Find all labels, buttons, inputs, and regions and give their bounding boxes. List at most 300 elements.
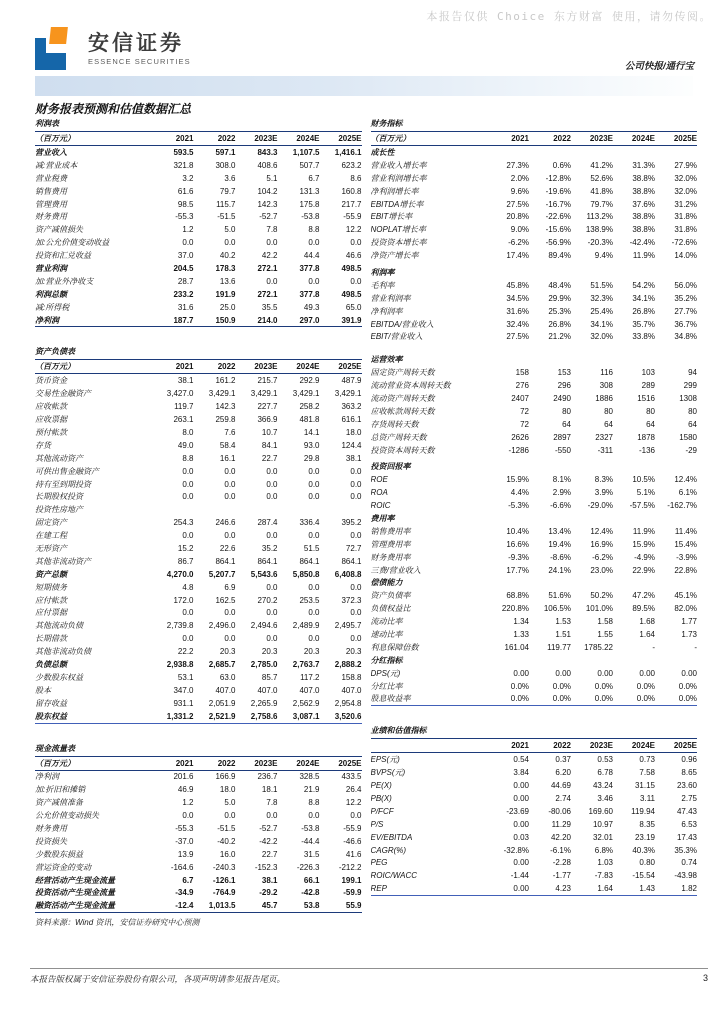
table-title: 现金流量表 [35, 742, 362, 757]
table-row [371, 805, 698, 818]
cell: -20.3% [587, 238, 613, 248]
cell: 0.80 [639, 858, 655, 868]
row-label: 在建工程 [35, 531, 67, 541]
cell: 51.5 [303, 543, 320, 553]
cell: 82.0% [674, 604, 697, 614]
cell: 51.6% [548, 591, 571, 601]
table-row [35, 645, 362, 658]
table-row [35, 288, 362, 301]
cell: 2,521.9 [208, 711, 236, 721]
cell: 864.1 [299, 556, 320, 566]
cell: 3.11 [640, 794, 655, 804]
row-label: REP [370, 884, 387, 894]
cell: -32.8% [503, 845, 529, 855]
cell: 227.7 [257, 402, 278, 412]
cell: -550 [554, 445, 571, 455]
cell: -15.54 [632, 871, 655, 881]
cell: 38.8% [632, 173, 655, 183]
cell: 0.0 [182, 634, 194, 644]
cell: 12.4% [674, 475, 697, 485]
table-row [371, 392, 698, 405]
row-label: 净资产增长率 [370, 251, 419, 261]
cell: 0.0 [308, 238, 320, 248]
cell: 0.0 [266, 531, 278, 541]
row-label: 应付票据 [35, 608, 67, 618]
table-row [35, 783, 362, 796]
row-label: 固定资产周转天数 [370, 368, 435, 378]
cell: 10.5% [632, 475, 655, 485]
unit-label: （百万元） [35, 362, 75, 372]
cell: 5,543.6 [250, 569, 278, 579]
row-label: DPS(元) [370, 668, 401, 678]
cell: 0.0 [182, 479, 194, 489]
page-number: 3 [702, 973, 708, 983]
cell: -56.9% [545, 238, 571, 248]
year-column-header: 2025E [673, 741, 697, 751]
cell: 7.6 [224, 427, 236, 437]
cell: -6.2% [592, 552, 613, 562]
cell: 6.1% [678, 488, 697, 498]
cell: 259.8 [215, 415, 236, 425]
cell: 119.7 [174, 402, 194, 412]
cash-flow-table [35, 742, 362, 914]
cell: 12.2 [345, 225, 362, 235]
cell: 142.3 [257, 199, 278, 209]
row-label: PB(X) [370, 794, 392, 804]
cell: 1.2 [182, 225, 194, 235]
cell: 0.0 [308, 492, 320, 502]
row-label: 减:营业成本 [35, 160, 78, 170]
cell: -42.4% [629, 238, 655, 248]
row-label: 持有至到期投资 [35, 479, 91, 489]
cell: 85.7 [261, 672, 278, 682]
cell: -1.44 [510, 871, 529, 881]
cell: 1.2 [182, 798, 194, 808]
cell: 217.7 [341, 199, 362, 209]
cell: -15.6% [545, 225, 571, 235]
brand-name-cn: 安信证券 [88, 32, 184, 55]
cell: 106.5% [543, 604, 571, 614]
cell: -59.9 [343, 888, 362, 898]
cell: -29.2 [259, 888, 278, 898]
cell: 0.0 [266, 238, 278, 248]
cell: 433.5 [341, 772, 362, 782]
cell: 246.6 [215, 518, 236, 528]
cell: 32.01 [592, 832, 613, 842]
year-column-header: 2022 [553, 134, 571, 143]
table-row [371, 844, 698, 857]
cell: 0.0 [308, 582, 320, 592]
row-label: 其他非流动资产 [35, 556, 91, 566]
cell: 297.0 [299, 315, 320, 325]
income-statement-table [35, 117, 362, 327]
cell: -4.9% [634, 552, 655, 562]
cell: 0.0% [552, 681, 571, 691]
cell: 119.94 [631, 806, 655, 816]
cell: -5.3% [508, 501, 529, 511]
cell: 0.0 [224, 634, 236, 644]
cell: 34.5% [506, 293, 529, 303]
row-label: 投资损失 [35, 836, 67, 846]
cell: -136 [638, 445, 655, 455]
table-row [35, 374, 362, 387]
cell: 0.0 [224, 238, 236, 248]
cell: 0.73 [639, 755, 655, 765]
cell: 0.0 [182, 531, 194, 541]
cell: 391.9 [341, 315, 362, 325]
row-label: 财务费用 [35, 824, 67, 834]
cell: 2897 [553, 432, 571, 442]
row-label: 营业税费 [35, 173, 67, 183]
cell: 56.0% [674, 280, 697, 290]
cell: 0.0 [266, 811, 278, 821]
cell: 2,954.8 [334, 698, 362, 708]
cell: 407.0 [215, 685, 236, 695]
cell: 16.1 [219, 453, 236, 463]
table-row [371, 210, 698, 223]
table-row [35, 835, 362, 848]
table-row [371, 431, 698, 444]
cell: -52.7 [259, 824, 278, 834]
table-header-row [35, 132, 362, 146]
section-header-row [371, 654, 698, 667]
table-row [35, 490, 362, 503]
cell: 1.64 [639, 630, 655, 639]
cell: 0.0 [182, 811, 194, 821]
cell: 481.8 [299, 415, 320, 425]
cell: 5.1% [636, 488, 655, 498]
cell: 138.9% [585, 225, 613, 235]
cell: 11.9% [632, 251, 655, 261]
row-label: 净利润增长率 [370, 186, 419, 196]
cell: 41.2% [590, 160, 613, 170]
row-label: 毛利率 [370, 280, 395, 290]
cell: -1286 [508, 445, 529, 455]
cell: 2.74 [555, 794, 571, 804]
cell: 201.6 [173, 772, 194, 782]
cell: 58.4 [219, 440, 236, 450]
cell: 101.0% [585, 604, 613, 614]
cell: 4,270.0 [166, 569, 194, 579]
report-type-label: 公司快报/通行宝 [624, 61, 694, 72]
table-row [371, 792, 698, 805]
row-label: 总资产周转天数 [370, 432, 427, 442]
year-column-header: 2025E [338, 362, 362, 372]
section-label: 利润率 [370, 267, 395, 277]
table-row [35, 223, 362, 236]
table-title: 财务指标 [371, 117, 698, 132]
cell: 0.0 [308, 276, 320, 286]
cell: -52.7 [259, 212, 278, 222]
cell: 1.64 [597, 884, 613, 894]
cell: 2,489.9 [292, 621, 320, 631]
cell: 13.4% [548, 526, 571, 536]
distribution-watermark: 本报告仅供 Choice 东方财富 使用，请勿传阅。 [426, 10, 712, 23]
page-title: 财务报表预测和估值数据汇总 [35, 102, 192, 116]
cell: 131.3 [299, 186, 320, 196]
row-label: 可供出售金融资产 [35, 466, 99, 476]
table-row [371, 486, 698, 499]
cell: 80 [604, 406, 613, 416]
row-label: 三费/营业收入 [370, 565, 421, 575]
row-label: 减:所得税 [35, 302, 70, 312]
cell: 0.0% [510, 681, 529, 691]
cell: 158 [515, 368, 529, 378]
header-gradient-bar [35, 76, 693, 96]
cell: 363.2 [341, 402, 362, 412]
year-column-header: 2021 [511, 134, 529, 143]
cell: 2.0% [510, 173, 529, 183]
cell: -764.9 [212, 888, 236, 898]
cell: 4.23 [555, 884, 571, 894]
cell: 27.7% [674, 306, 697, 316]
year-column-header: 2024E [296, 134, 320, 143]
cell: 1,331.2 [166, 711, 194, 721]
table-row [35, 465, 362, 478]
cell: 35.7% [632, 319, 655, 329]
cell: 18.1 [261, 785, 278, 795]
row-label: 经营活动产生现金流量 [35, 875, 115, 885]
cell: 0.0% [636, 694, 655, 704]
row-label: 资产减值准备 [35, 798, 83, 808]
cell: -12.4 [175, 901, 194, 911]
row-label: 长期股权投资 [35, 492, 83, 502]
table-row [371, 379, 698, 392]
cell: 0.0 [308, 479, 320, 489]
cell: 26.8% [548, 319, 571, 329]
row-label: 其他流动资产 [35, 453, 83, 463]
table-row [35, 426, 362, 439]
row-label: 留存收益 [35, 698, 67, 708]
cell: 22.8% [674, 565, 697, 575]
cell: 9.0% [510, 225, 529, 235]
cell: 7.58 [639, 768, 655, 778]
cell: -311 [597, 445, 613, 455]
cell: 23.60 [676, 781, 697, 791]
cell: 0.0 [224, 531, 236, 541]
table-row [371, 236, 698, 249]
cell: 153 [557, 368, 571, 378]
row-label: EBITDA增长率 [370, 199, 424, 209]
cell: 0.74 [681, 858, 697, 868]
cell: 34.1% [590, 319, 613, 329]
year-column-header: 2024E [296, 758, 320, 768]
table-row [371, 330, 698, 343]
cell: 2,739.8 [166, 621, 194, 631]
row-label: 资产减值损失 [35, 225, 83, 235]
year-column-header: 2021 [175, 134, 194, 143]
cell: 0.0 [182, 608, 194, 618]
cell: 89.4% [548, 251, 571, 261]
table-row [371, 185, 698, 198]
cell: 64 [562, 419, 571, 429]
cell: 6.9 [224, 582, 236, 592]
cell: -6.6% [550, 501, 571, 511]
cell: 161.04 [504, 642, 529, 652]
cell: 0.00 [513, 884, 529, 894]
cell: 2,051.9 [208, 698, 236, 708]
cell: 220.8% [501, 604, 529, 614]
table-row [35, 899, 362, 912]
cell: 98.5 [177, 199, 194, 209]
cell: 0.0 [308, 811, 320, 821]
cell: -42.2 [259, 836, 278, 846]
cell: 1.53 [555, 617, 571, 627]
cell: 178.3 [215, 263, 236, 273]
cell: 15.4% [674, 539, 697, 549]
cell: 3.6 [224, 173, 236, 183]
cell: 38.8% [632, 212, 655, 222]
cell: 18.0 [345, 427, 362, 437]
cell: 38.1 [261, 875, 278, 885]
cell: -6.2% [508, 238, 529, 248]
table-row [35, 632, 362, 645]
table-row [35, 159, 362, 172]
cell: 68.8% [506, 591, 529, 601]
cell: 89.5% [632, 604, 655, 614]
cell: 2,562.9 [292, 698, 320, 708]
cell: 10.97 [592, 819, 613, 829]
year-column-header: 2021 [175, 758, 194, 768]
row-label: 少数股东权益 [35, 672, 83, 682]
cell: 86.7 [177, 556, 194, 566]
cell: 0.0 [350, 238, 362, 248]
row-label: 净利润率 [370, 306, 403, 316]
cell: 22.2 [177, 647, 194, 657]
table-row [371, 589, 698, 602]
cell: 6.53 [681, 819, 697, 829]
row-label: 其他非流动负债 [35, 647, 91, 657]
cell: 8.3% [594, 475, 613, 485]
cell: 80 [562, 406, 571, 416]
table-row [35, 185, 362, 198]
row-label: 利息保障倍数 [370, 642, 419, 652]
table-row [35, 275, 362, 288]
cell: 53.8 [303, 901, 320, 911]
cell: 27.5% [506, 332, 529, 342]
cell: -55.9 [343, 212, 362, 222]
cell: 1.58 [597, 617, 613, 627]
cell: 63.0 [219, 672, 236, 682]
cell: 11.9% [632, 526, 655, 536]
cell: -9.3% [508, 552, 529, 562]
cell: - [652, 642, 655, 652]
table-row [35, 172, 362, 185]
row-label: 应收帐款 [35, 402, 67, 412]
row-label: EV/EBITDA [370, 832, 413, 842]
table-row [35, 301, 362, 314]
cell: 1.03 [597, 858, 613, 868]
cell: 79.7 [219, 186, 236, 196]
cell: 16.0 [219, 849, 236, 859]
year-column-header: 2023E [254, 362, 278, 372]
row-label: EBIT增长率 [370, 212, 413, 222]
table-row [371, 869, 698, 882]
table-row [371, 766, 698, 779]
cell: 214.0 [257, 315, 278, 325]
copyright-note: 本报告版权属于安信证券股份有限公司，各项声明请参见报告尾页。 [30, 974, 286, 984]
cell: 2.9% [552, 488, 571, 498]
table-row [35, 658, 362, 671]
cell: 308 [599, 381, 613, 391]
cell: -240.3 [212, 862, 236, 872]
table-row [371, 628, 698, 641]
section-header-row [371, 577, 698, 590]
cell: 407.0 [341, 685, 362, 695]
cell: 5.1 [266, 173, 278, 183]
cell: 9.4% [594, 251, 613, 261]
cell: 10.7 [261, 427, 278, 437]
table-header-row [371, 132, 698, 146]
cell: 13.6 [219, 276, 236, 286]
cell: 25.3% [548, 306, 571, 316]
cell: 20.3 [261, 647, 278, 657]
row-label: 投资资本增长率 [370, 238, 427, 248]
cell: 142.3 [215, 402, 236, 412]
cell: 43.24 [592, 781, 613, 791]
row-label: 加:折旧和摊销 [35, 785, 86, 795]
cell: 2,496.0 [208, 621, 236, 631]
cell: 0.0 [350, 608, 362, 618]
cell: 117.2 [300, 672, 320, 682]
cell: 162.5 [215, 595, 236, 605]
table-row [371, 538, 698, 551]
table-row [35, 478, 362, 491]
cell: 2490 [553, 393, 571, 403]
row-label: 股息收益率 [370, 694, 411, 704]
section-header-row [371, 146, 698, 159]
year-column-header: 2022 [217, 134, 236, 143]
cell: 42.2 [261, 251, 278, 261]
cell: -55.9 [343, 824, 362, 834]
cell: 26.4 [345, 785, 362, 795]
table-row [35, 452, 362, 465]
cell: -55.3 [175, 824, 194, 834]
cell: 66.1 [303, 875, 320, 885]
cell: 23.19 [634, 832, 655, 842]
row-label: 投资活动产生现金流量 [35, 888, 115, 898]
cell: 64 [688, 419, 697, 429]
cell: 72 [520, 419, 529, 429]
cell: 0.0 [224, 608, 236, 618]
table-row [371, 405, 698, 418]
row-label: 财务费用率 [370, 552, 411, 562]
cell: 3,429.1 [292, 389, 320, 399]
cell: 843.3 [257, 147, 278, 157]
cell: 44.69 [550, 781, 571, 791]
cell: 0.0% [636, 681, 655, 691]
cell: 10.4% [506, 526, 529, 536]
cell: -42.8 [301, 888, 320, 898]
cell: 28.7 [177, 276, 194, 286]
row-label: 加:公允价值变动收益 [35, 238, 110, 248]
cell: 0.0 [266, 582, 278, 592]
cell: -226.3 [296, 862, 320, 872]
cell: 0.0 [308, 634, 320, 644]
unit-label: （百万元） [370, 134, 411, 143]
cell: 0.0 [224, 492, 236, 502]
row-label: 投资资本周转天数 [370, 445, 435, 455]
table-row [35, 262, 362, 275]
cell: 55.9 [345, 901, 362, 911]
cell: 29.8 [303, 453, 320, 463]
cell: 32.3% [590, 293, 613, 303]
row-label: 投资性房地产 [35, 505, 83, 515]
source-note: 资料来源：Wind 资讯，安信证券研究中心预测 [35, 918, 200, 928]
row-label: 融资活动产生现金流量 [35, 901, 115, 911]
row-label: 存货 [35, 440, 51, 450]
row-label: 应收帐款周转天数 [370, 406, 435, 416]
